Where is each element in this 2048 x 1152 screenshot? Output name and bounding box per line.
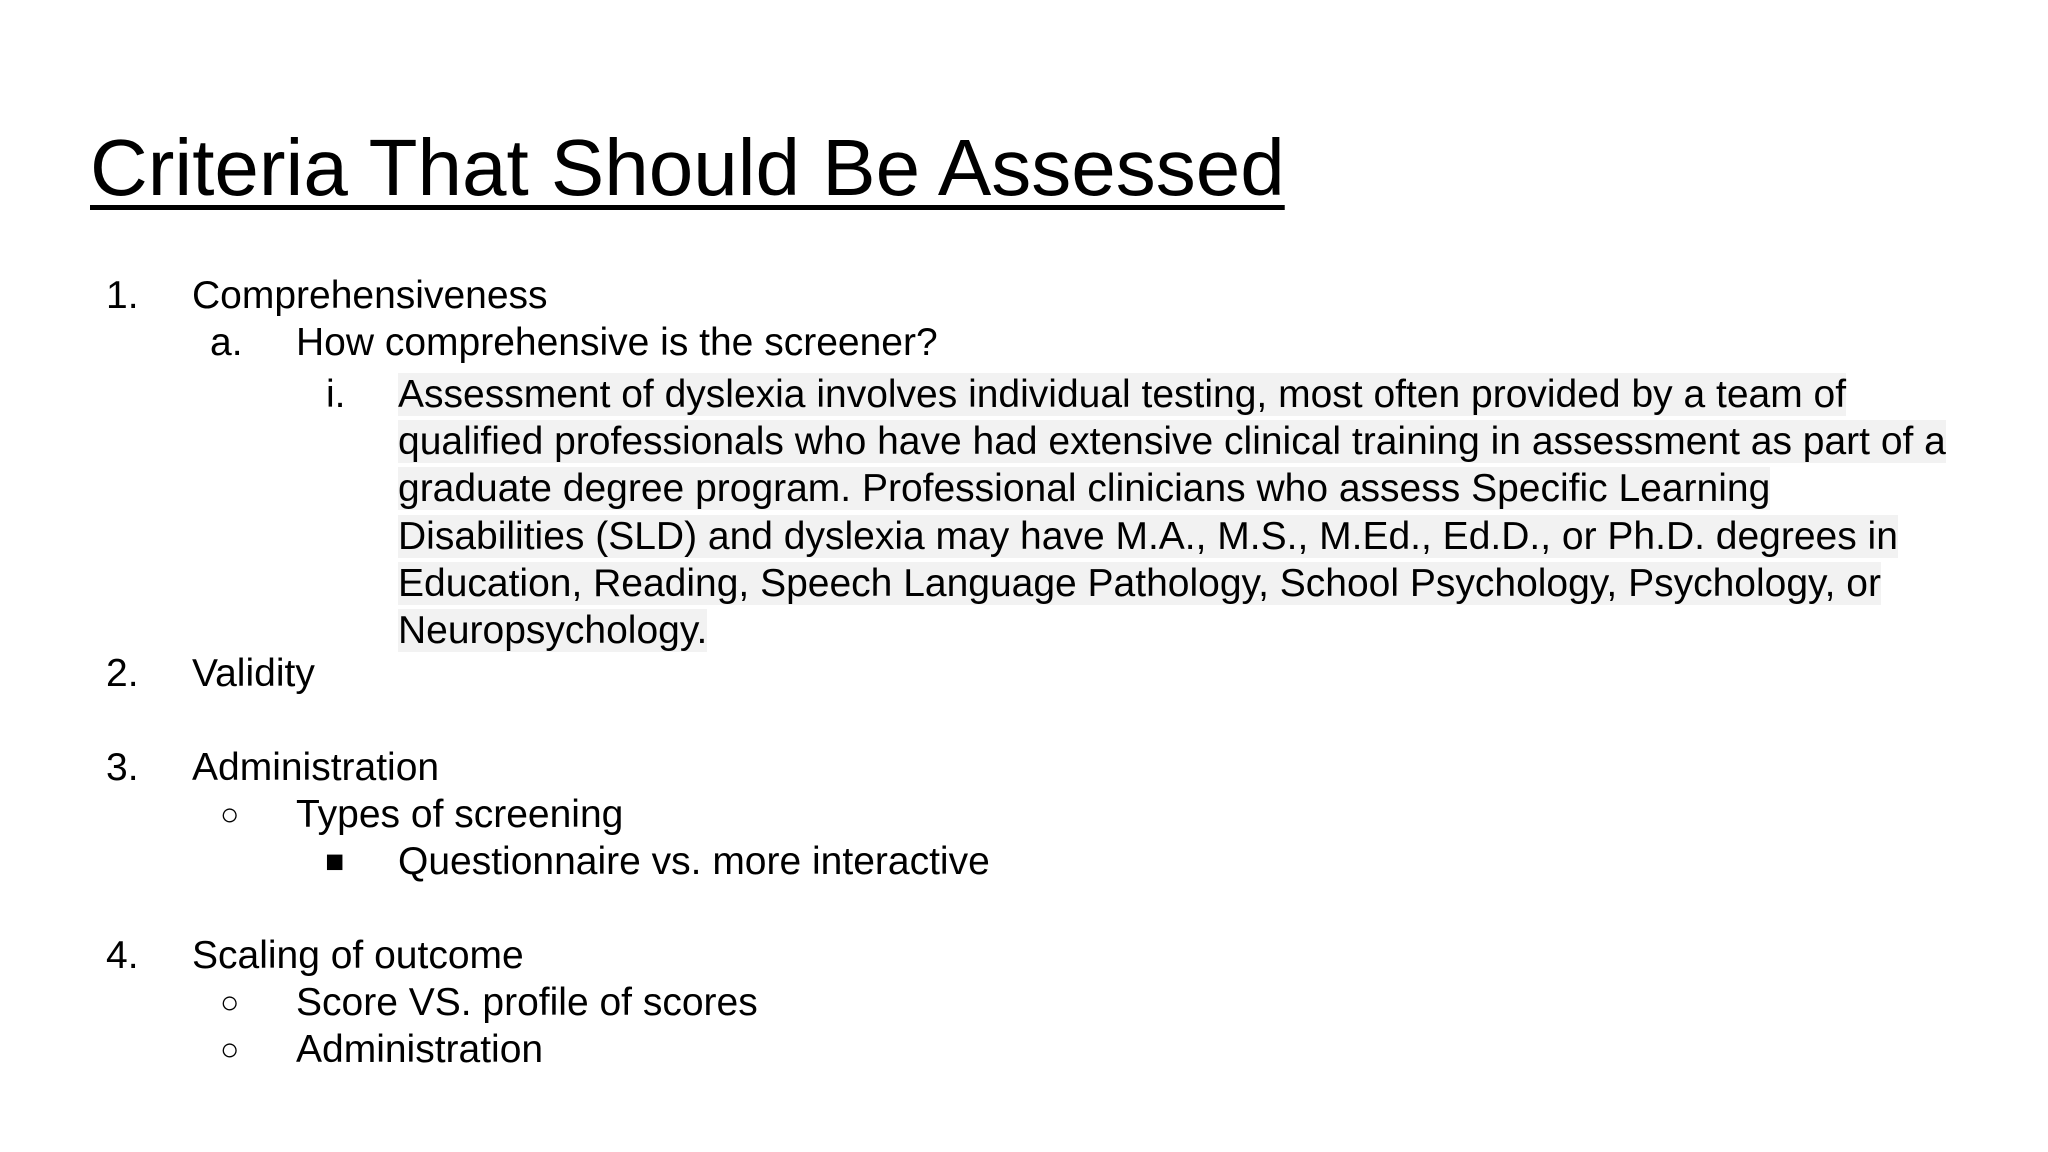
list-item-label: Scaling of outcome [192, 934, 524, 977]
list-item-label: Validity [192, 652, 315, 695]
sub-item-label: Score VS. profile of scores [296, 981, 758, 1024]
sub-item-label: How comprehensive is the screener? [296, 321, 938, 364]
list-marker: 2. [106, 652, 139, 695]
hollow-bullet-icon: ○ [220, 796, 240, 832]
list-marker: 3. [106, 746, 139, 789]
list-marker: 4. [106, 934, 139, 977]
sub-list-marker: a. [210, 321, 243, 364]
sub-item-label: Administration [296, 1028, 544, 1071]
hollow-bullet-icon: ○ [220, 1031, 240, 1067]
list-item-label: Comprehensiveness [192, 274, 548, 317]
slide-title: Criteria That Should Be Assessed [90, 123, 1285, 212]
sub-sub-list-marker: i. [326, 373, 346, 416]
sub-sub-item-label: Questionnaire vs. more interactive [398, 840, 990, 883]
square-bullet-icon: ■ [325, 843, 345, 879]
list-marker: 1. [106, 274, 139, 317]
hollow-bullet-icon: ○ [220, 984, 240, 1020]
assessment-paragraph-text: Assessment of dyslexia involves individual testing, most often provided by a team of qualified professionals who have had extensive clinical training in assessment as part of a graduate degree program. Professional clinicians who assess Specific Learning Disabilities (SLD) and dyslexia may have M.A., M.S., M.Ed., Ed.D., or Ph.D. degrees in Education, Reading, Speech Language Pathology, School Psychology, Psychology, or Neuropsychology. [398, 373, 1946, 653]
list-item-label: Administration [192, 746, 440, 789]
assessment-paragraph [398, 371, 2003, 654]
sub-item-label: Types of screening [296, 793, 624, 836]
